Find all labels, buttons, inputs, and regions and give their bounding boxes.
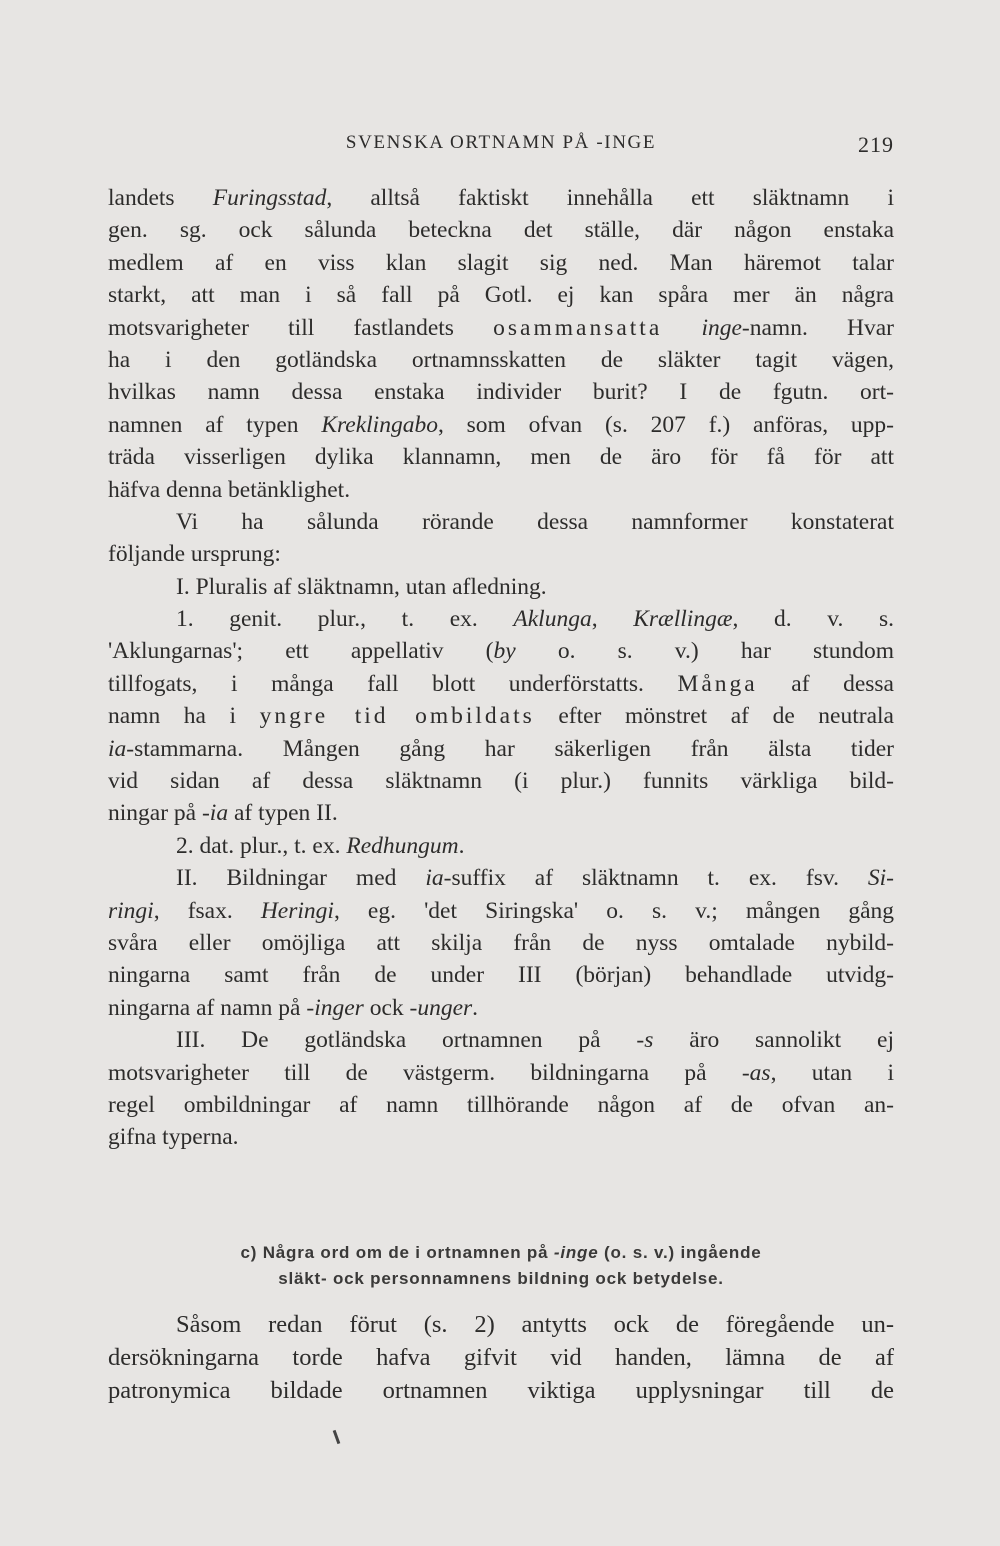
text-line	[108, 1089, 894, 1121]
italic-term: inge	[701, 314, 742, 341]
italic-term: -as	[741, 1059, 771, 1086]
italic-term: ringi	[108, 897, 154, 924]
text-segment: motsvarigheter till fastlandets	[108, 314, 494, 341]
text-line	[108, 409, 894, 441]
text-segment: c) Några ord om de i ortnamnen på	[240, 1243, 554, 1262]
text-segment: svåra eller omöjliga att skilja från de nyss omtalade nybild-	[108, 929, 894, 956]
text-line	[108, 1341, 894, 1374]
text-segment: (o. s. v.) ingående	[598, 1243, 762, 1262]
text-segment: gifna typerna.	[108, 1124, 239, 1151]
italic-term: Redhungum	[346, 832, 459, 859]
text-line	[108, 441, 894, 473]
text-segment: 'Aklungarnas'; ett appellativ (	[108, 638, 494, 665]
text-segment: häfva denna betänklighet.	[108, 476, 351, 503]
text-line	[108, 376, 894, 408]
text-segment: namn ha i	[108, 703, 260, 730]
text-segment: , d. v. s.	[732, 606, 894, 633]
text-line	[108, 1374, 894, 1407]
text-segment: ningarna samt från de under III (början) behandlade utvidg-	[108, 962, 894, 989]
text-segment: regel ombildningar af namn tillhörande någon af de ofvan an-	[108, 1091, 894, 1118]
text-line	[108, 538, 894, 570]
text-line	[108, 895, 894, 927]
text-segment: dersökningarna torde hafva gifvit vid handen, lämna de af	[108, 1344, 894, 1371]
text-segment: .	[458, 832, 465, 859]
text-segment: medlem af en viss klan slagit sig ned. Man häremot talar	[108, 249, 894, 276]
text-segment: Vi ha sålunda rörande dessa namnformer konstaterat	[176, 508, 894, 535]
text-line	[108, 1024, 894, 1056]
text-segment: , fsax.	[153, 897, 261, 924]
text-segment: ha i den gotländska ortnamnsskatten de släkter tagit vägen,	[108, 346, 894, 373]
text-segment: I. Pluralis af släktnamn, utan afledning.	[176, 573, 547, 600]
italic-term: -unger	[409, 994, 473, 1021]
text-segment: följande ursprung:	[108, 541, 281, 568]
body-text	[108, 182, 894, 1154]
italic-term: Kreklingabo	[321, 411, 438, 438]
text-line	[108, 830, 894, 862]
text-segment: , utan i	[770, 1059, 894, 1086]
text-segment: landets	[108, 185, 213, 211]
text-segment: Såsom redan förut (s. 2) antytts ock de föregående un-	[176, 1311, 894, 1338]
italic-term: -s	[636, 1027, 654, 1054]
text-segment: -suffix af släktnamn t. ex. fsv.	[443, 865, 868, 892]
text-segment: -namn. Hvar	[741, 314, 894, 341]
text-line	[108, 214, 894, 246]
italic-term: -inger	[306, 994, 364, 1021]
italic-term: Si-	[867, 865, 894, 892]
spaced-emphasis: Många	[677, 670, 758, 697]
italic-term: Aklunga	[513, 606, 592, 633]
italic-term: Krællingæ	[633, 606, 733, 633]
spaced-emphasis: osammansatta	[493, 314, 663, 341]
text-line	[108, 668, 894, 700]
text-line	[108, 571, 894, 603]
section-heading-line-1	[108, 1240, 894, 1266]
print-speck	[333, 1430, 341, 1444]
text-line	[108, 959, 894, 991]
text-segment: II. Bildningar med	[176, 865, 426, 892]
italic-term: by	[493, 638, 516, 665]
text-line	[108, 1121, 894, 1153]
page-header	[108, 132, 894, 162]
text-segment: , som ofvan (s. 207 f.) anföras, upp-	[437, 411, 894, 438]
text-segment: ningar på	[108, 800, 202, 827]
text-segment: 1. genit. plur., t. ex.	[176, 606, 514, 633]
italic-term: Furingsstad	[212, 185, 327, 211]
text-line	[108, 603, 894, 635]
italic-term: ia	[108, 735, 127, 762]
text-segment: .	[472, 994, 479, 1021]
text-segment: träda visserligen dylika klannamn, men de äro för få för att	[108, 444, 894, 471]
text-segment: III. De gotländska ortnamnen på	[176, 1027, 637, 1054]
section-heading	[108, 1240, 894, 1292]
text-line	[108, 506, 894, 538]
italic-term: -inge	[553, 1243, 599, 1262]
running-title: SVENSKA ORTNAMN PÅ -INGE	[345, 132, 657, 153]
text-line	[108, 635, 894, 667]
italic-term: -ia	[201, 800, 229, 827]
text-line	[108, 862, 894, 894]
text-segment: af typen II.	[228, 800, 338, 827]
italic-term: ia	[425, 865, 444, 892]
text-line	[108, 279, 894, 311]
text-line	[108, 247, 894, 279]
text-segment: 2. dat. plur., t. ex.	[176, 832, 347, 859]
text-segment: vid sidan af dessa släktnamn (i plur.) funnits värkliga bild-	[108, 768, 894, 795]
text-segment	[662, 315, 701, 341]
text-line	[108, 182, 894, 214]
text-line	[108, 474, 894, 506]
text-line	[108, 797, 894, 829]
text-segment: hvilkas namn dessa enstaka individer burit? I de fgutn. ort-	[108, 379, 894, 406]
text-segment: efter mönstret af de neutrala	[534, 703, 894, 730]
text-segment: af dessa	[757, 670, 894, 697]
text-segment: , alltså faktiskt innehålla ett släktnamn i	[326, 185, 894, 211]
text-segment: tillfogats, i många fall blott underförstatts.	[108, 670, 678, 697]
closing-paragraph	[108, 1308, 894, 1407]
section-heading-line-2: släkt- ock personnamnens bildning ock betydelse.	[278, 1269, 724, 1288]
text-line	[108, 700, 894, 732]
text-line	[108, 927, 894, 959]
text-segment: ,	[591, 606, 634, 633]
text-segment: , eg. 'det Siringska' o. s. v.; mången gång	[333, 897, 894, 924]
page-number: 219	[858, 132, 894, 157]
text-segment: patronymica bildade ortnamnen viktiga upplysningar till de	[108, 1377, 894, 1404]
text-segment: motsvarigheter till de västgerm. bildningarna på	[108, 1059, 742, 1086]
text-line	[108, 344, 894, 376]
text-segment: -stammarna. Mången gång har säkerligen från älsta tider	[126, 735, 894, 762]
text-line	[108, 992, 894, 1024]
text-segment: starkt, att man i så fall på Gotl. ej kan spåra mer än några	[108, 282, 894, 309]
text-segment: äro sannolikt ej	[653, 1027, 894, 1054]
text-line	[108, 1308, 894, 1341]
text-segment: ningarna af namn på	[108, 994, 307, 1021]
text-line	[108, 765, 894, 797]
text-segment: gen. sg. ock sålunda beteckna det ställe, där någon enstaka	[108, 217, 894, 244]
spaced-emphasis: yngre tid ombildats	[259, 703, 535, 730]
text-line	[108, 312, 894, 344]
text-segment: o. s. v.) har stundom	[515, 638, 894, 665]
text-segment: ock	[363, 994, 410, 1021]
text-segment: namnen af typen	[108, 411, 322, 438]
text-line	[108, 733, 894, 765]
text-line	[108, 1057, 894, 1089]
italic-term: Heringi	[260, 897, 334, 924]
